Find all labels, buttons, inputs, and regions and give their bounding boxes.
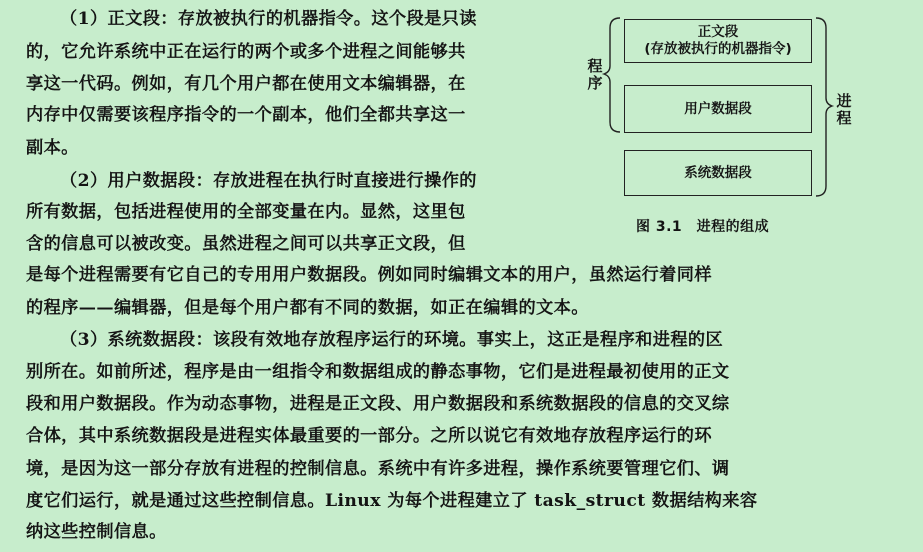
- process-label-char-2: 程: [836, 109, 852, 127]
- program-label-char-1: 程: [587, 57, 603, 75]
- paragraph-1-line-5: 副本。: [26, 138, 79, 158]
- paragraph-3-line-3: 段和用户数据段。作为动态事物，进程是正文段、用户数据段和系统数据段的信息的交叉综: [26, 394, 730, 414]
- system-data-segment-label: 系统数据段: [684, 164, 752, 181]
- paragraph-1-line-2: 的，它允许系统中正在运行的两个或多个进程之间能够共: [26, 42, 466, 62]
- paragraph-3-line-6: 度它们运行，就是通过这些控制信息。Linux 为每个进程建立了 task_struct 数据结构来容: [26, 491, 758, 511]
- paragraph-1-line-3: 享这一代码。例如，有几个用户都在使用文本编辑器，在: [26, 74, 466, 94]
- process-brace: [816, 18, 832, 196]
- paragraph-3-line-7: 纳这些控制信息。: [26, 522, 167, 542]
- paragraph-3-line-1: （3）系统数据段：该段有效地存放程序运行的环境。事实上，这正是程序和进程的区: [60, 330, 724, 350]
- text-segment-title: 正文段: [697, 24, 739, 40]
- paragraph-2-line-1: （2）用户数据段：存放进程在执行时直接进行操作的: [60, 171, 477, 191]
- paragraph-3-line-2: 别所在。如前所述，程序是由一组指令和数据组成的静态事物，它们是进程最初使用的正文: [26, 362, 730, 382]
- figure-caption: 图 3.1 进程的组成: [636, 219, 770, 235]
- paragraph-2-line-4: 是每个进程需要有它自己的专用用户数据段。例如同时编辑文本的用户，虽然运行着同样: [26, 265, 712, 285]
- paragraph-3-line-4: 合体，其中系统数据段是进程实体最重要的一部分。之所以说它有效地存放程序运行的环: [26, 426, 712, 446]
- process-label-char-1: 进: [836, 92, 852, 110]
- program-label-char-2: 序: [587, 74, 603, 92]
- paragraph-2-line-5: 的程序——编辑器，但是每个用户都有不同的数据，如正在编辑的文本。: [26, 298, 589, 318]
- paragraph-3-line-5: 境，是因为这一部分存放有进程的控制信息。系统中有许多进程，操作系统要管理它们、调: [26, 459, 730, 479]
- paragraph-2-line-3: 含的信息可以被改变。虽然进程之间可以共享正文段，但: [26, 234, 466, 254]
- user-data-segment-label: 用户数据段: [684, 100, 752, 117]
- text-segment-subtitle: (存放被执行的机器指令): [644, 41, 792, 57]
- paragraph-1-line-4: 内存中仅需要该程序指令的一个副本，他们全都共享这一: [26, 105, 466, 125]
- paragraph-1-line-1: （1）正文段：存放被执行的机器指令。这个段是只读: [60, 9, 477, 29]
- program-brace: [604, 18, 620, 132]
- paragraph-2-line-2: 所有数据，包括进程使用的全部变量在内。显然，这里包: [26, 202, 466, 222]
